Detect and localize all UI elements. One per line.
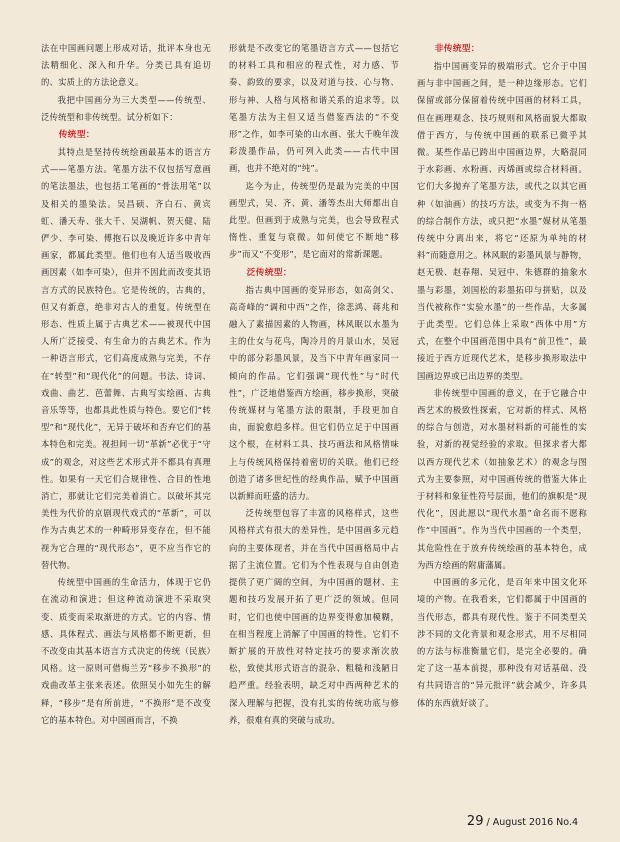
issue-info: / August 2016 No.4 <box>483 817 578 828</box>
section-heading: 传统型： <box>58 130 95 141</box>
paragraph: 法在中国画问题上形成对话，批评本身也无法精细化、深入和升华。分类已具有追切的、实质上的方法论意义。 <box>41 43 211 88</box>
paragraph: 传统型中国画的生命活力，体现于它仍在流动和演进；但这种流动演进不采取突变、质变而采取渐进的方式。它的内容、情感、具体程式、画法与风格都不断更新，但不改变由其基本语言方式决定的传统（民族）风格。这一原则可借梅兰芳“移步不换形”的戏曲改革主张来表述。依照吴小如先生的解释，“移步”是有所前进，“不换形”是不改变它的基本特色。对中国画而言，不换 <box>41 577 211 725</box>
paragraph: 指中国画变异的极端形式。它介于中国画与非中国画之间，是一种边缘形态。它们保留或部分保留着传统中国画的材料工具，但在画理观念、技巧规则和风格面貌大都取借于西方，与传统中国画的联系已微乎其微。某些作品已跨出中国画边界，大略混同于水彩画、水粉画、丙烯画或综合材料画。它们大多抛弃了笔墨方法，或代之以其它画种（如油画）的技巧方法，或变为不拘一格的综合制作方法，或只把“水墨”媒材从笔墨传统中分离出来，将它“还原为单纯的材料”而随意用之。林风眠的彩墨风景与静物，赵无极、赵春翔、吴冠中、朱德群的抽象水墨与彩墨，刘国松的彩墨拓印与拼贴，以及当代被称作“实验水墨”的一些作品，大多属于此类型。它们总体上采取“西体中用”方式，在整个中国画范围中具有“前卫性”，最接近于西方近现代艺术，是移步换形取法中国画边界或已出边界的类型。 <box>417 61 587 381</box>
paragraph: 指古典中国画的变异形态，如高剑父、高奇峰的“调和中西”之作，徐悲鸿、蒋兆和融入了素描因素的人物画，林风眠以水墨为主的仕女与花鸟，陶冷月的月景山水，吴冠中的部分彩墨风景，及当下中青年画家同一倾向的作品。它们强调“现代性”与“时代性”，广泛地借鉴西方绘画，移步换形，突破传统媒材与笔墨方法的限制，手段更加自由，面貌愈趋多样。但它们仍立足于中国画这个根，在材料工具、技巧画法和风格情味上与传统风格保持着密切的关联。他们已经创造了诸多世纪性的经典作品，赋予中国画以新鲜而旺盛的活力。 <box>229 284 399 502</box>
page-number: 29 <box>466 814 484 829</box>
section-heading: 泛传统型： <box>246 267 292 278</box>
paragraph: 非传统型中国画的意义，在于它融合中西艺术的极致性探索，它对新的样式、风格的综合与创造，对水墨材料新的可能性的实验，对新的视觉经验的求取。但探求者大都以西方现代艺术（如抽象艺术）的观念与图式为主要参照，对中国画传统的借鉴大体止于材料和象征性符号层面，他们的旗帜是“现代化”，因此愿以“现代水墨”命名而不愿称作“中国画”。作为当代中国画的一个类型，其危险性在于放弃传统绘画的基本特色，成为西方绘画的附庸藩属。 <box>417 387 587 570</box>
paragraph: 泛传统型包容了丰富的风格样式，这些风格样式有很大的差异性，是中国画多元趋向的主要体现者，并在当代中国画格局中占据了主流位置。它们为个性表现与自由创造提供了更广阔的空间，为中国画的题材、主题和技巧发展开拓了更广泛的领域。但同时，它们也使中国画的边界变得愈加模糊，在相当程度上消解了中国画的特性。它们不断扩展的开放性对特定技巧的要求渐次放松，致使其形式语言的混杂、粗糙和浅陋日趋严重。经验表明，缺乏对中西两种艺术的深入理解与把握，没有扎实的传统功底与修养，很难有真的突破与成功。 <box>229 508 399 725</box>
paragraph: 形就是不改变它的笔墨语言方式——包括它的材料工具和相应的程式性，对力感、节奏、韵致的要求，以及对道与技、心与物、形与神、人格与风格和谐关系的追求等。以笔墨方法为主但又适当借鉴西法的“不变形”之作，如李可染的山水画、张大千晚年泼彩泼墨作品，仍可列入此类——古代中国画，也并不绝对的“纯”。 <box>229 43 399 174</box>
paragraph: 我把中国画分为三大类型——传统型、泛传统型和非传统型。试分析如下： <box>41 94 211 122</box>
page-footer <box>467 810 578 829</box>
text-column-3 <box>417 40 587 790</box>
paragraph: 中国画的多元化，是百年来中国文化环境的产物。在我看来，它们都属于中国画的当代形态，都具有现代性。鉴于不同类型关涉不同的文化背景和观念形式，用不尽相同的方法与标准衡量它们，是完全必要的。确定了这一基本前提，那种没有对话基础、没有共同语言的“异元批评”就会减少，许多具体的东西就好谈了。 <box>417 577 587 708</box>
section-heading: 非传统型： <box>434 44 480 54</box>
text-column-1 <box>41 40 211 790</box>
text-column-2 <box>229 40 399 790</box>
paragraph: 其特点是坚持传统绘画最基本的语言方式——笔墨方法。笔墨方法不仅包括写意画的笔法墨法，也包括工笔画的“骨法用笔”以及相关的墨染法。吴昌硕、齐白石、黄宾虹、潘天寿、张大千、吴湖帆、贺天健、陆俨少、李可染、傅抱石以及晚近许多中青年画家，都属此类型。他们也有人适当吸收西画因素（如李可染），但并不因此而改变其语言方式的民族特色。它是传统的，古典的，但又有新意，绝非对古人的重复。传统型在形态、性质上属于古典艺术——被现代中国人所广泛接受、有生命力的古典艺术。作为一种语言形式，它们高度成熟与完美，不存在“转型”和“现代化”的问题。书法、诗词、戏曲、曲艺、芭蕾舞、古典写实绘画、古典音乐等等，也都具此性质与特色。要它们“转型”和“现代化”，无异于破坏和否弃它们的基本特色和完美。视担间一切“革新”必优于“守成”的观念，对这些艺术形式并不都具有真理性。如果有一天它们合规律性、合目的性地消亡，那就让它们完美着消亡。以破坏其完美性为代价的京剧现代戏式的“革新”，可以作为古典艺术的一种畸形异变存在，但不能视为它合理的“现代形态”，更不应当作它的替代物。 <box>41 147 211 570</box>
paragraph: 迄今为止，传统型仍是最为完美的中国画型式，吴、齐、黄、潘等杰出大师都出自此型。但画到于成熟与完美，也会导致程式惰性、重复与衰微。如何使它不断地“移步”而又“不变形”，是它面对的常新课题。 <box>229 180 399 260</box>
